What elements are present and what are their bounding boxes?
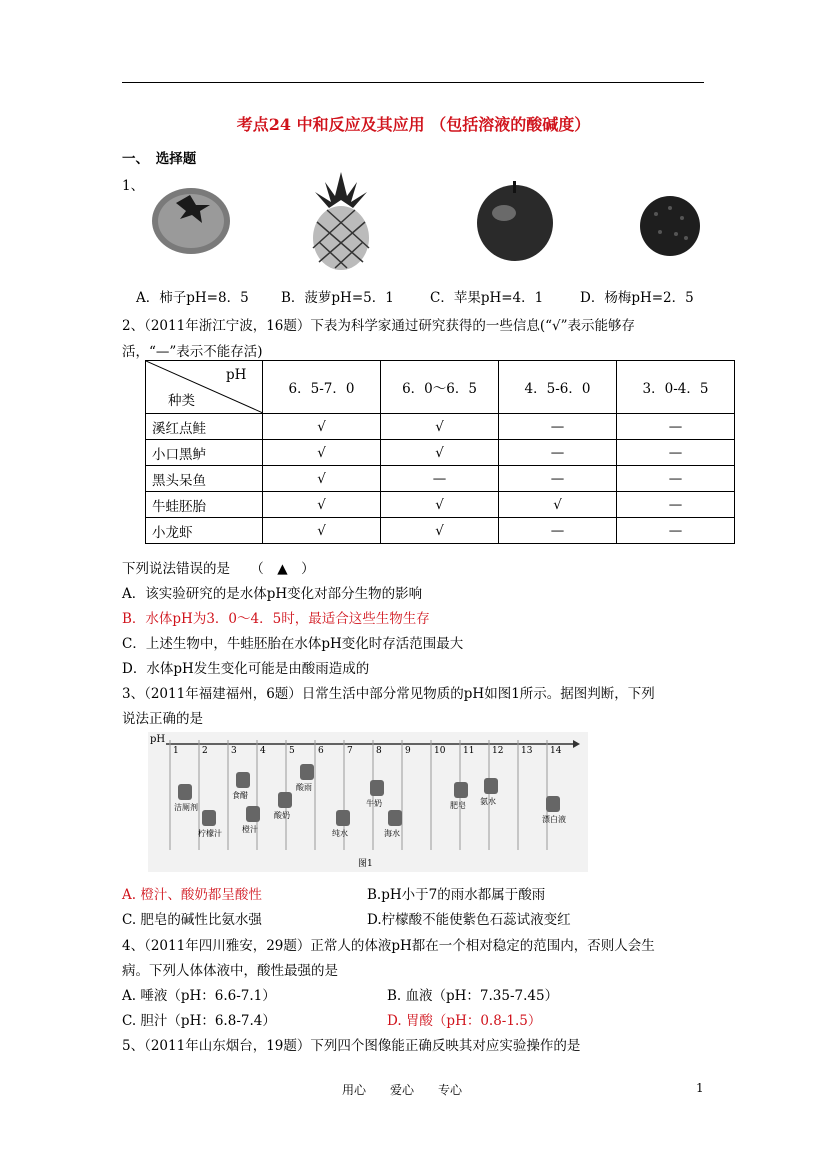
ph-item-icon [388, 810, 402, 826]
q4-option-b: B. 血液（pH：7.35-7.45） [387, 988, 559, 1004]
species-name: 牛蛙胚胎 [146, 492, 263, 518]
q1-option-c: C．苹果pH=4．1 [430, 290, 544, 306]
q2-stem-line1: 2、（2011年浙江宁波，16题）下表为科学家通过研究获得的一些信息(“√”表示能够存 [122, 318, 636, 334]
table-cell: √ [263, 492, 381, 518]
table-cell: √ [381, 414, 499, 440]
ph-item-icon [178, 784, 192, 800]
q4-option-d: D. 胃酸（pH：0.8-1.5） [387, 1013, 542, 1029]
species-name: 溪红点鲑 [146, 414, 263, 440]
page-number: 1 [696, 1081, 704, 1095]
table-cell: — [617, 518, 735, 544]
ph-item-icon [484, 778, 498, 794]
q2-prompt: 下列说法错误的是 （ ▲ ） [122, 561, 315, 577]
table-cell: — [617, 414, 735, 440]
q1-option-b: B．菠萝pH=5．1 [281, 290, 394, 306]
ph-item-label: 酸奶 [274, 811, 290, 820]
ph-item-label: 肥皂 [450, 801, 466, 810]
table-cell: √ [263, 466, 381, 492]
ph-tick-label: 6 [318, 746, 324, 756]
table-cell: √ [499, 492, 617, 518]
ph-item-icon [370, 780, 384, 796]
species-name: 小龙虾 [146, 518, 263, 544]
ph-item-icon [300, 764, 314, 780]
table-cell: √ [381, 440, 499, 466]
ph-tick-label: 4 [260, 746, 266, 756]
q3-option-c: C. 肥皂的碱性比氨水强 [122, 912, 262, 928]
table-cell: — [499, 518, 617, 544]
q3-stem-line2: 说法正确的是 [122, 711, 203, 727]
ph-tick-label: 10 [434, 746, 446, 756]
pineapple-image [305, 172, 377, 270]
q2-stem-line2: 活，“—”表示不能存活) [122, 344, 263, 360]
ph-item-icon [202, 810, 216, 826]
q1-option-a: A．柿子pH=8．5 [136, 290, 249, 306]
ph-scale-figure [148, 732, 588, 872]
table-row [146, 518, 735, 544]
q5-stem: 5、（2011年山东烟台，19题）下列四个图像能正确反映其对应实验操作的是 [122, 1038, 581, 1054]
ph-item-icon [546, 796, 560, 812]
q2-option-b: B．水体pH为3．0～4．5时，最适合这些生物生存 [122, 611, 430, 627]
table-cell: — [617, 466, 735, 492]
q3-option-d: D.柠檬酸不能使紫色石蕊试液变红 [367, 912, 571, 928]
ph-item-icon [246, 806, 260, 822]
table-cell: — [617, 440, 735, 466]
footer-motto: 用心 爱心 专心 [342, 1083, 463, 1097]
table-cell: — [499, 466, 617, 492]
bayberry-image [636, 194, 704, 258]
ph-tick-label: 1 [173, 746, 179, 756]
table-corner-ph: pH [226, 367, 247, 383]
ph-item-label: 洁厕剂 [174, 803, 198, 812]
q4-option-a: A. 唾液（pH：6.6-7.1） [122, 988, 276, 1004]
q3-stem-line1: 3、（2011年福建福州，6题）日常生活中部分常见物质的pH如图1所示。据图判断，下列 [122, 686, 655, 702]
ph-item-label: 橙汁 [242, 825, 258, 834]
persimmon-image [150, 183, 232, 255]
ph-tick-label: 7 [347, 746, 353, 756]
ph-axis-label: pH [150, 734, 166, 745]
q4-stem-line2: 病。下列人体体液中，酸性最强的是 [122, 963, 338, 979]
table-cell: √ [381, 518, 499, 544]
section-heading: 一、 选择题 [122, 151, 197, 167]
ph-item-icon [454, 782, 468, 798]
ph-item-icon [236, 772, 250, 788]
table-corner-cell [146, 361, 263, 414]
q1-number: 1、 [122, 178, 145, 194]
table-cell: √ [263, 414, 381, 440]
page-title: 考点24 中和反应及其应用 （包括溶液的酸碱度） [236, 115, 591, 134]
ph-item-label: 氨水 [480, 797, 496, 806]
table-row [146, 492, 735, 518]
table-cell: √ [263, 440, 381, 466]
ph-tick-label: 9 [405, 746, 411, 756]
ph-item-icon [278, 792, 292, 808]
ph-tick-label: 8 [376, 746, 382, 756]
figure-caption: 图1 [358, 859, 373, 869]
species-name: 小口黑鲈 [146, 440, 263, 466]
ph-tick-label: 5 [289, 746, 295, 756]
table-cell: — [617, 492, 735, 518]
table-header-cell: 3．0-4．5 [617, 361, 735, 414]
q2-option-a: A．该实验研究的是水体pH变化对部分生物的影响 [122, 586, 423, 602]
ph-tick-label: 3 [231, 746, 237, 756]
ph-item-label: 牛奶 [366, 799, 382, 808]
table-cell: — [499, 414, 617, 440]
ph-tick-label: 2 [202, 746, 208, 756]
ph-item-label: 纯水 [332, 829, 348, 838]
ph-item-label: 酸雨 [296, 783, 312, 792]
table-header-cell: 6．0～6．5 [381, 361, 499, 414]
ph-item-icon [336, 810, 350, 826]
q3-option-a: A. 橙汁、酸奶都呈酸性 [122, 887, 262, 903]
table-header-cell: 6．5-7．0 [263, 361, 381, 414]
table-corner-species: 种类 [168, 393, 195, 409]
table-row [146, 466, 735, 492]
ph-survival-table [145, 360, 735, 544]
q4-option-c: C. 胆汁（pH：6.8-7.4） [122, 1013, 276, 1029]
ph-item-label: 海水 [384, 829, 400, 838]
ph-tick-label: 11 [463, 746, 475, 756]
q2-option-c: C．上述生物中，牛蛙胚胎在水体pH变化时存活范围最大 [122, 636, 464, 652]
species-name: 黑头呆鱼 [146, 466, 263, 492]
apple-image [474, 179, 556, 263]
table-header-cell: 4．5-6．0 [499, 361, 617, 414]
q4-stem-line1: 4、（2011年四川雅安，29题）正常人的体液pH都在一个相对稳定的范围内，否则人会生 [122, 938, 655, 954]
table-row [146, 440, 735, 466]
table-cell: √ [381, 492, 499, 518]
table-cell: — [499, 440, 617, 466]
ph-tick-label: 13 [521, 746, 533, 756]
header-rule [122, 82, 704, 83]
table-cell: √ [263, 518, 381, 544]
q2-option-d: D．水体pH发生变化可能是由酸雨造成的 [122, 661, 370, 677]
ph-tick-label: 12 [492, 746, 504, 756]
table-cell: — [381, 466, 499, 492]
ph-item-label: 漂白液 [542, 815, 566, 824]
ph-item-label: 食醋 [232, 791, 248, 800]
ph-tick-label: 14 [550, 746, 562, 756]
q1-option-d: D．杨梅pH=2．5 [580, 290, 694, 306]
ph-item-label: 柠檬汁 [198, 829, 222, 838]
q3-option-b: B.pH小于7的雨水都属于酸雨 [367, 887, 546, 903]
table-row [146, 414, 735, 440]
